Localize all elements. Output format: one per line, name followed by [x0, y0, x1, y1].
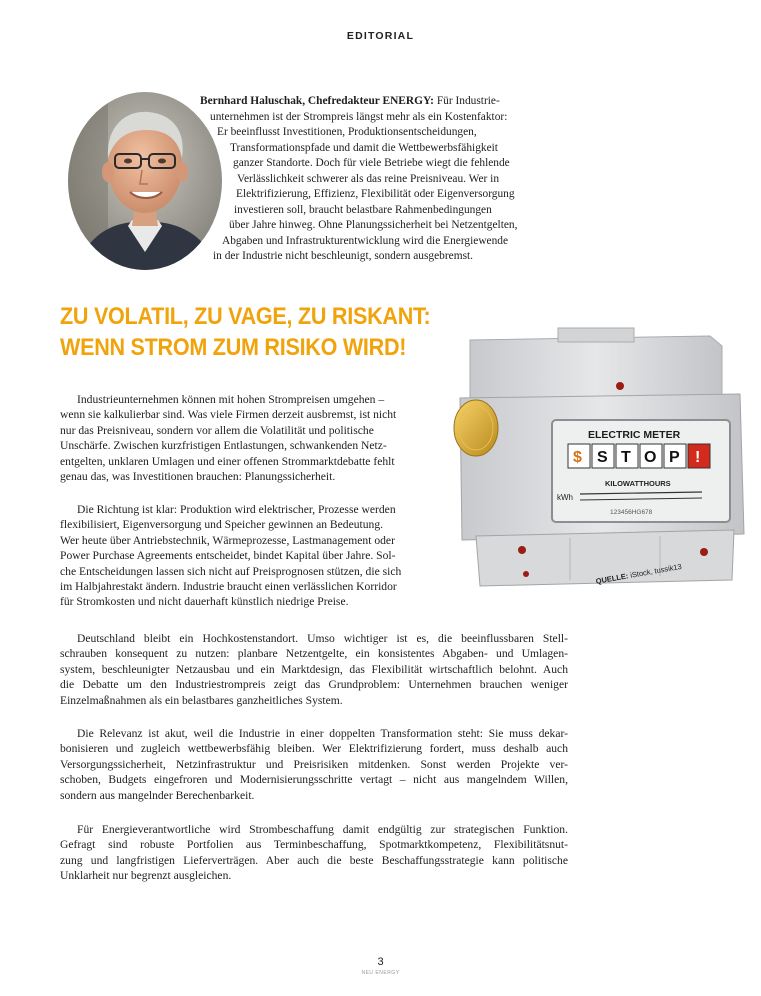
meter-digit: S: [597, 449, 608, 466]
intro-line: Er beeinflusst Investitionen, Produktionsentscheidungen,: [217, 126, 477, 138]
paragraph-line: entgelten, unklaren Umlagen und einer offenen Strommarktdebatte fehlt: [60, 454, 395, 468]
editorial-intro: [190, 94, 540, 265]
paragraph-1: [60, 392, 432, 484]
intro-line: in der Industrie nicht beschleunigt, sondern ausgebremst.: [213, 250, 474, 262]
paragraph-line: Power Purchase Agreements entscheidet, bindet Kapital über Jahre. Sol-: [60, 549, 396, 563]
paragraph-line: Die Relevanz ist akut, weil die Industrie in einer doppelten Transformation steht: Sie muss dekar-: [77, 727, 568, 740]
meter-digit: T: [621, 449, 631, 466]
paragraph-line: Deutschland bleibt ein Hochkostenstandort. Umso wichtiger ist es, die beeinflussbaren Stell-: [77, 632, 568, 645]
paragraph-line: bonisieren und zugleich wettbewerbsfähig bleiben. Wer Elektrifizierung fordert, muss deshalb auch: [60, 742, 568, 756]
intro-line: Für Industrie-: [436, 95, 500, 107]
intro-line: Elektrifizierung, Effizienz, Flexibilität oder Eigenversorgung: [236, 188, 515, 200]
paragraph-line: Wer heute über Antriebstechnik, Wärmeprozesse, Lastmanagement oder: [60, 533, 395, 547]
paragraph-line: Einzelmaßnahmen als ein belastbares ganzheitliches System.: [60, 693, 343, 707]
paragraph-line: nur das Preisniveau, sondern vor allem die Volatilität und politische: [60, 423, 374, 437]
meter-title: ELECTRIC METER: [588, 429, 681, 441]
intro-line: Abgaben und Infrastrukturentwicklung wird die Energiewende: [222, 234, 509, 247]
paragraph-2: [60, 502, 432, 610]
paragraph-line: schrauben konsequent zu nutzen: planbare Netzentgelte, ein konsistentes Abgaben- und Umlagen-: [60, 647, 568, 661]
image-credit: QUELLE: iStock, tussik13: [595, 561, 683, 586]
paragraph-line: Versorgungssicherheit, Netzinfrastruktur und Preisrisiken mitdenken. Sonst werden Projekte ver-: [60, 757, 568, 771]
paragraph-line: che Entscheidungen lassen sich nicht auf Preisprognosen stützen, die sich: [60, 564, 402, 578]
headline-line-1: ZU VOLATIL, ZU VAGE, ZU RISKANT:: [60, 303, 431, 330]
electric-meter-image: [440, 324, 761, 616]
headline-line-2: WENN STROM ZUM RISIKO WIRD!: [60, 334, 407, 361]
meter-digit: $: [573, 449, 582, 466]
meter-unit-kwh: kWh: [557, 493, 573, 502]
intro-line: über Jahre hinweg. Ohne Planungssicherheit bei Netzentgelten,: [229, 219, 518, 231]
intro-line: investieren soll, braucht belastbare Rahmenbedingungen: [234, 203, 492, 216]
paragraph-line: zung und langfristigen Lieferverträgen. Aber auch die beste Beschaffungsstrategie kann politische: [60, 853, 568, 867]
meter-unit-label: KILOWATTHOURS: [605, 479, 671, 488]
paragraph-line: Gefragt sind robuste Portfolien aus Terminbeschaffung, Spotmarktkompetenz, Flexibilitätsnut-: [60, 838, 568, 852]
paragraph-line: Industrieunternehmen können mit hohen Strompreisen umgehen –: [77, 393, 385, 406]
paragraph-line: Unklarheit nur begrenzt ausgleichen.: [60, 869, 232, 883]
paragraph-line: genau das, was Investitionen brauchen: Planungssicherheit.: [60, 470, 336, 484]
section-label: EDITORIAL: [346, 30, 415, 42]
meter-digit: !: [695, 449, 701, 466]
paragraph-line: die Debatte um den Industriestrompreis zeigt das Grundproblem: Unternehmen brauchen weniger: [60, 678, 568, 692]
paragraph-line: wenn sie kalkulierbar sind. Was viele Firmen derzeit ausbremst, ist nicht: [60, 408, 397, 422]
paragraph-line: Unschärfe. Zwischen kurzfristigen Entlastungen, schwankenden Netz-: [60, 439, 387, 453]
author-credit: Bernhard Haluschak, Chefredakteur ENERGY:: [200, 95, 434, 107]
paragraph-3: [60, 631, 568, 708]
paragraph-line: system, beschleunigter Netzausbau und ein Marktdesign, das Flexibilität wirtschaftlich belohnt. Auch: [60, 662, 568, 676]
paragraph-line: sondern aus mangelnder Berechenbarkeit.: [60, 788, 255, 802]
paragraph-line: flexibilisiert, Eigenversorgung und Speicher gewinnen an Bedeutung.: [60, 518, 384, 532]
meter-digit: P: [669, 449, 680, 466]
paragraph-5: [60, 822, 568, 884]
intro-line: Transformationspfade und damit die Wettbewerbsfähigkeit: [230, 141, 498, 154]
paragraph-line: im Halbjahrestakt ändern. Industrie braucht einen verlässlichen Korridor: [60, 580, 397, 594]
meter-digit: O: [644, 449, 657, 466]
paragraph-4: [60, 726, 568, 803]
page-number: 3: [377, 956, 384, 968]
article-headline: [60, 301, 430, 363]
intro-line: ganzer Standorte. Doch für viele Betriebe wiegt die fehlende: [233, 157, 510, 169]
publication-name: NEU ENERGY: [361, 970, 400, 976]
intro-line: Verlässlichkeit schwerer als das reine Preisniveau. Wer in: [237, 172, 500, 185]
paragraph-line: schoben, Budgets eingefroren und Modernisierungsschritte vertagt – nicht aus mangelndem Willen,: [60, 773, 568, 787]
paragraph-line: Die Richtung ist klar: Produktion wird elektrischer, Prozesse werden: [77, 503, 396, 516]
paragraph-line: Für Energieverantwortliche wird Strombeschaffung damit endgültig zur strategischen Funktion.: [77, 823, 568, 836]
meter-serial: 123456HG678: [610, 509, 653, 516]
paragraph-line: für Stromkosten und nicht dauerhaft künstlich niedrige Preise.: [60, 595, 349, 609]
intro-line: unternehmen ist der Strompreis längst mehr als ein Kostenfaktor:: [210, 110, 508, 123]
